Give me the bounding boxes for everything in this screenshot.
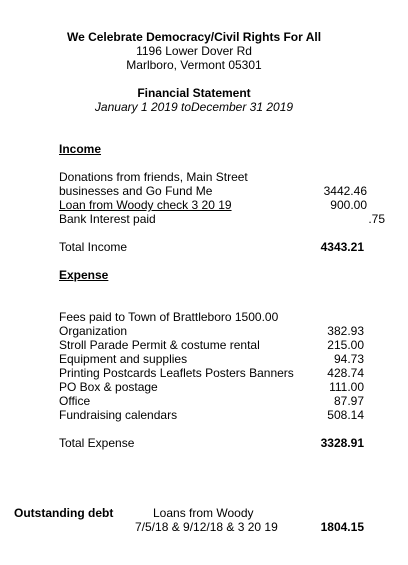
address-line-2: Marlboro, Vermont 05301 xyxy=(126,58,262,72)
income-item-label: Loan from Woody check 3 20 19 xyxy=(59,198,232,212)
income-heading: Income xyxy=(59,142,102,156)
expense-item-label: Fees paid to Town of Brattleboro 1500.00 xyxy=(59,310,279,324)
outstanding-debt-label: Outstanding debt xyxy=(14,506,114,520)
income-item-amount: 900.00 xyxy=(330,198,367,212)
debt-amount: 1804.15 xyxy=(320,520,364,534)
total-income-amount: 4343.21 xyxy=(320,240,364,254)
expense-item-amount: 382.93 xyxy=(327,324,364,338)
expense-item-amount: 94.73 xyxy=(333,352,364,366)
address-line-1: 1196 Lower Dover Rd xyxy=(136,44,252,58)
expense-item-amount: 215.00 xyxy=(327,338,364,352)
organization-name: We Celebrate Democracy/Civil Rights For All xyxy=(66,30,322,44)
income-item-label: Donations from friends, Main Street xyxy=(59,170,248,184)
expense-item-label: Organization xyxy=(59,324,128,338)
expense-item-amount: 508.14 xyxy=(327,408,364,422)
income-item-label: Bank Interest paid xyxy=(59,212,156,226)
income-item-label: businesses and Go Fund Me xyxy=(59,184,213,198)
expense-item-label: Printing Postcards Leaflets Posters Banners xyxy=(59,366,294,380)
expense-item-label: Equipment and supplies xyxy=(59,352,188,366)
statement-period: January 1 2019 toDecember 31 2019 xyxy=(94,100,294,114)
total-expense-amount: 3328.91 xyxy=(320,436,364,450)
expense-item-label: Office xyxy=(59,394,91,408)
income-item-amount: 3442.46 xyxy=(323,184,367,198)
income-item-amount: .75 xyxy=(368,212,385,226)
expense-item-amount: 111.00 xyxy=(329,380,364,394)
debt-dates: 7/5/18 & 9/12/18 & 3 20 19 xyxy=(135,520,278,534)
total-income-label: Total Income xyxy=(59,240,128,254)
expense-heading: Expense xyxy=(59,268,109,282)
total-expense-label: Total Expense xyxy=(59,436,135,450)
debt-creditor: Loans from Woody xyxy=(153,506,254,520)
expense-item-amount: 428.74 xyxy=(327,366,364,380)
statement-title: Financial Statement xyxy=(137,86,251,100)
expense-item-label: Fundraising calendars xyxy=(59,408,178,422)
expense-item-amount: 87.97 xyxy=(333,394,364,408)
expense-item-label: Stroll Parade Permit & costume rental xyxy=(59,338,260,352)
expense-item-label: PO Box & postage xyxy=(59,380,158,394)
